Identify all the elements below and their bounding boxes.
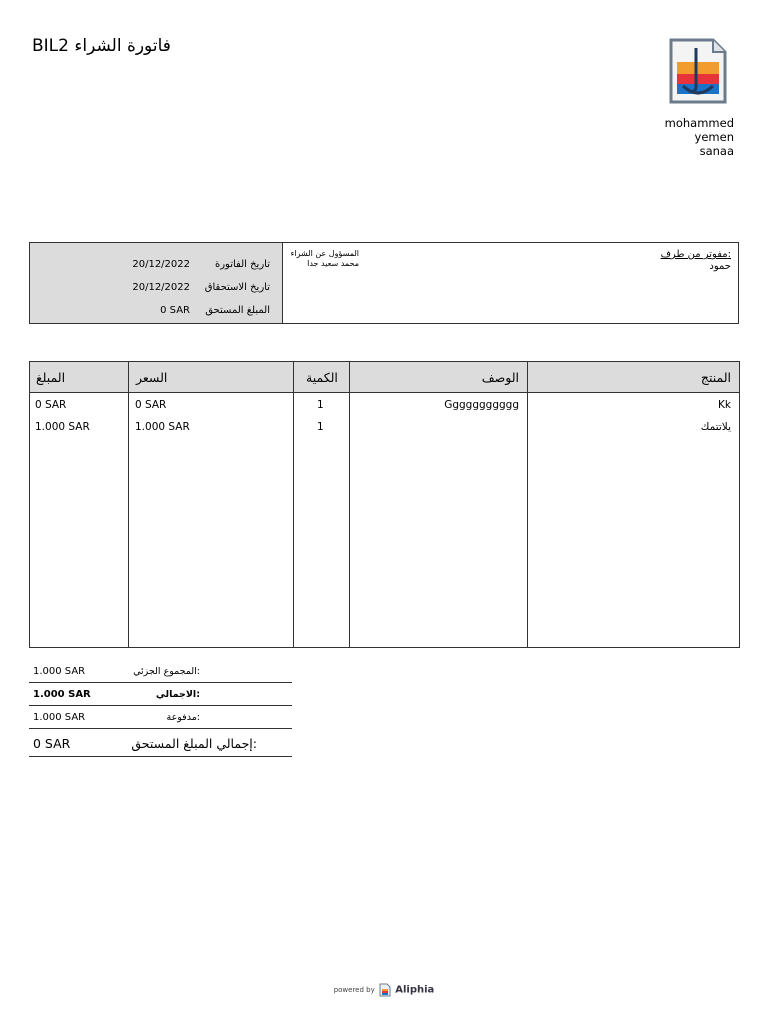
row-1-product: Kk	[718, 399, 731, 411]
row-2-price: 1.000 SAR	[135, 421, 190, 433]
invoice-date-row	[30, 253, 270, 276]
row-1-quantity: 1	[317, 399, 324, 411]
total-due-row	[29, 729, 292, 757]
company-name: mohammed	[664, 116, 734, 130]
due-date-label: تاريخ الاستحقاق	[204, 282, 270, 293]
row-2-quantity: 1	[317, 421, 324, 433]
invoice-meta	[30, 243, 283, 323]
header-description: الوصف	[481, 370, 519, 385]
amount-due-value: 0 SAR	[160, 305, 190, 316]
company-logo-icon	[669, 38, 727, 104]
powered-by-text: powered by	[333, 986, 375, 994]
buyer-label: المسؤول عن الشراء	[290, 249, 359, 258]
column-divider	[128, 362, 129, 647]
invoice-info-box	[29, 242, 739, 324]
total-due-label: إجمالي المبلغ المستحق:	[131, 736, 257, 751]
invoice-title: BIL2 فاتورة الشراء	[32, 36, 171, 56]
row-2-product: يلاتتمك	[700, 421, 731, 433]
invoice-date-label: تاريخ الفاتورة	[214, 259, 270, 270]
billed-by-label: مفوتر من طرف:	[660, 249, 731, 260]
subtotal-row	[29, 660, 292, 683]
company-address	[665, 116, 734, 158]
company-city: sanaa	[699, 144, 734, 158]
header-amount: المبلغ	[36, 370, 66, 385]
buyer-name: محمد سعيد جدا	[307, 259, 359, 268]
total-label: الاجمالي:	[155, 689, 200, 700]
total-due-value: 0 SAR	[33, 736, 71, 751]
subtotal-value: 1.000 SAR	[33, 666, 86, 677]
aliphia-brand-link[interactable]: Aliphia	[395, 984, 435, 996]
row-2-amount: 1.000 SAR	[35, 421, 90, 433]
footer	[0, 983, 768, 997]
due-date-value: 20/12/2022	[132, 282, 190, 293]
total-row	[29, 683, 292, 706]
aliphia-logo-icon	[379, 983, 391, 997]
items-table	[29, 361, 740, 648]
subtotal-label: المجموع الجزئي:	[133, 666, 200, 677]
buyer-block	[283, 243, 363, 323]
column-divider	[349, 362, 350, 647]
paid-value: 1.000 SAR	[33, 712, 86, 723]
paid-row	[29, 706, 292, 729]
totals-block	[29, 660, 292, 757]
header-product: المنتج	[700, 370, 731, 385]
row-1-price: 0 SAR	[135, 399, 167, 411]
invoice-date-value: 20/12/2022	[132, 259, 190, 270]
row-1-description: Ggggggggggg	[444, 399, 519, 411]
column-divider	[527, 362, 528, 647]
column-divider	[293, 362, 294, 647]
header-price: السعر	[136, 370, 168, 385]
billed-by-block	[363, 243, 738, 323]
amount-due-label: المبلغ المستحق	[205, 305, 270, 316]
company-country: yemen	[694, 130, 734, 144]
total-value: 1.000 SAR	[33, 689, 91, 700]
row-1-amount: 0 SAR	[35, 399, 67, 411]
header-quantity: الكمية	[306, 370, 338, 385]
amount-due-row	[30, 299, 270, 322]
billed-by-name: حمود	[709, 261, 731, 272]
due-date-row	[30, 276, 270, 299]
paid-label: مدفوعة:	[166, 712, 200, 723]
